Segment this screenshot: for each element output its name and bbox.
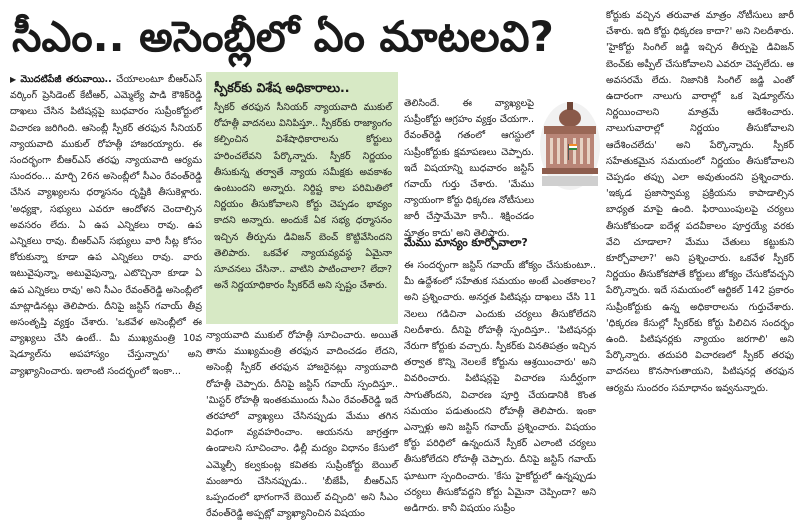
column-3-body: ఈ సందర్భంగా జస్టిస్ గవాయ్ జోక్యం చేసుకుంటూ.. మీ ఉద్దేశంలో సహేతుక సమయం అంటే ఎంతకాలం? అని ప్రశ్నించారు. అనర్హత పిటిషన్లు దాఖలు చేసి 11 నెలలు గడిచినా ఎందుకు చర్యలు తీసుకోలేదని నిలదీశారు. దీనిపై రోహత్గీ స్పందిస్తూ.. 'పిటిషనర్లు నేరుగా కోర్టుకు వచ్చారు. స్పీకర్‌కు వినతిపత్రం ఇచ్చిన తర్వాత కొన్ని నెలలకే కోర్టును ఆశ్రయించారు' అని వివరించారు. పిటిషన్లపై విచారణ సుదీర్ఘంగా సాగుతోందని, విచారణ పూర్తి చేయడానికి కొంత సమయం పడుతుందని రోహత్గీ తెలిపారు. ఇంకా ఎన్నాళ్లు అని జస్టిస్ గవాయ్ ప్రశ్నించారు. విషయం కోర్టు పరిధిలో ఉన్నందునే స్పీకర్ ఎలాంటి చర్యలు తీసుకోలేదని రోహత్గీ చెప్పారు. దీనిపై జస్టిస్ గవాయ్ ఘాటుగా స్పందించారు. 'కేసు హైకోర్టులో ఉన్నప్పుడు చర్యలు తీసుకోవద్దని కోర్టు ఏమైనా చెప్పిందా? అని అడిగారు. కానీ విషయం సుప్రీం bbox=[404, 260, 596, 515]
column-1 bbox=[10, 72, 202, 492]
column-3-top-body: తెలిసిందే. ఈ వ్యాఖ్యలపై సుప్రీంకోర్టు ఆగ్రహం వ్యక్తం చేయగా.. రేవంత్‌రెడ్డి గతంలో ఆగస్టులో సుప్రీంకోర్టుకు క్షమాపణలు చెప్పారు. ఇదే విషయాన్ని బుధవారం జస్టిస్ గవాయ్ గుర్తు చేశారు. 'మేము న్యాయంగా కోర్టు ధిక్కరణ నోటీసులు జారీ చేస్తామేమో కానీ.. శిక్షించడం మాత్రం కాదు' అని తెలిపారు. bbox=[404, 98, 535, 239]
column-4-body: కోర్టుకు వచ్చిన తరువాత మాత్రం నోటీసులు జారీ చేశారు. ఇది కోర్టు ధిక్కరణ కాదా?' అని నిలదీశారు. 'హైకోర్టు సింగిల్ జడ్జి ఇచ్చిన తీర్పుపై డివిజన్ బెంచ్‌కు అప్పీల్ చేసుకోవాలని ఎవరూ చెప్పలేదు. ఆ అవసరమే లేదు. నిజానికి సింగిల్ జడ్జి ఎంతో ఉదారంగా నాలుగు వారాల్లో ఒక షెడ్యూల్‌ను నిర్ణయించాలని మాత్రమే ఆదేశించారు. నాలుగువారాల్లో నిర్ణయం తీసుకోవాలని ఆదేశించలేదు' అని పేర్కొన్నారు. స్పీకర్ సహేతుకమైన సమయంలో నిర్ణయం తీసుకోవాలని చెప్పడం తప్పు ఎలా అవుతుందని ప్రశ్నించారు. 'ఇక్కడ ప్రజాస్వామ్య ప్రక్రియను కాపాడాల్సిన బాధ్యత మాపై ఉంది. ఫిరాయింపులపై చర్యలు తీసుకోకుండా ఐదేళ్ల పదవీకాలం పూర్తయ్యే వరకు వేచి చూడాలా? మేము చేతులు కట్టుకుని కూర్చోవాలా?' అని ప్రశ్నించారు. ఒకవేళ స్పీకర్ నిర్ణయం తీసుకోకపోతే కోర్టులు జోక్యం చేసుకోవచ్చని పేర్కొన్నారు. ఇదే సమయంలో ఆర్టికల్ 142 ప్రకారం సుప్రీంకోర్టుకు ఉన్న అధికారాలను గుర్తుచేశారు. 'ధిక్కరణ కేసుల్లో స్పీకర్‌కు కోర్టు పిలిచిన సందర్భం ఉంది. పిటిషనర్లకు న్యాయం జరగాలి' అని పేర్కొన్నారు. తదుపరి విచారణలో స్పీకర్ తరఫు వాదనలు కొనసాగుతాయని, పిటిషనర్ల తరఫున ఆర్యమ సుందరం సమాధానం ఇవ్వనున్నారు. bbox=[606, 10, 794, 394]
column-4 bbox=[606, 8, 794, 492]
sidebar-body: స్పీకర్ తరఫున సీనియర్ న్యాయవాది ముకుల్ రోహత్గీ వాదనలు వినిపిస్తూ.. స్పీకర్‌కు రాజ్యాంగం కల్పించిన విశేషాధికారాలను కోర్టులు హరించలేవని పేర్కొన్నారు. స్పీకర్ నిర్ణయం తీసుకున్న తర్వాతే న్యాయ సమీక్షకు అవకాశం ఉంటుందని అన్నారు. నిర్దిష్ట కాల పరిమితిలో నిర్ణయం తీసుకోవాలని కోర్టు చెప్పడం భావ్యం కాదని అన్నారు. అందుకే ఏక సభ్య ధర్మాసనం ఇచ్చిన తీర్పును డివిజన్ బెంచ్ కొట్టివేసిందని తెలిపారు. ఒకవేళ న్యాయవ్యవస్థ ఏమైనా సూచనలు చేసినా.. వాటిని పాటించాలా? లేదా? అనే నిర్ణయాధికారం స్పీకర్‌దే అని స్పష్టం చేశారు. bbox=[214, 102, 392, 292]
sidebar-title: స్పీకర్‌కు విశేష అధికారాలు.. bbox=[214, 80, 350, 95]
kicker: మొదటిపేజీ తరువాయి.. bbox=[20, 74, 112, 85]
column-3 bbox=[404, 258, 596, 515]
column-1-body: చేయాలంటూ బీఆర్ఎస్ వర్కింగ్ ప్రెసిడెంట్ కేటీఆర్, ఎమ్మెల్యే పాడి కౌశిక్‌రెడ్డి దాఖలు చేసిన పిటిషన్లపై బుధవారం సుప్రీంకోర్టులో విచారణ జరిగింది. ఆసెంబ్లీ స్పీకర్ తరఫున సీనియర్ న్యాయవాది ముకుల్ రోహత్గీ హాజరయ్యారు. ఈ సందర్భంగా బీఆర్ఎస్ తరఫు న్యాయవాది ఆర్యమ సుందరం... మార్చి 26న అసెంబ్లీలో సీఎం రేవంత్‌రెడ్డి చేసిన వ్యాఖ్యలను ధర్మాసనం దృష్టికి తీసుకెళ్లారు. 'అధ్యక్షా, సభ్యులు ఎవరూ ఆందోళన చెందాల్సిన అవసరం లేదు. ఏ ఉప ఎన్నికలు రావు. ఉప ఎన్నికలు రావు. బీఆర్ఎస్ సభ్యులు వారి సీట్ల కోసం కోరుకున్నా కూడా ఉప ఎన్నికలు రావు. వారు ఇటువైపున్నా, అటువైపున్నా, ఎటొచ్చినా కూడా ఏ ఉప ఎన్నికలు రావు' అని సీఎం రేవంత్‌రెడ్డి అసెంబ్లీలో మాట్లాడినట్లు తెలిపారు. దీనిపై జస్టిస్ గవాయ్ తీవ్ర అసంతృప్తి వ్యక్తం చేశారు. 'ఒకవేళ అసెంబ్లీలో ఈ వ్యాఖ్యలు చేసి ఉంటే.. మీ ముఖ్యమంత్రి 10వ షెడ్యూల్‌ను అపహాస్యం చేస్తున్నారు' అని వ్యాఖ్యానించారు. ఇలాంటి సందర్భంలో ఇంకా... bbox=[10, 74, 202, 377]
column-2-body: న్యాయవాది ముకుల్ రోహత్గీ సూచించారు. అయితే తాను ముఖ్యమంత్రి తరఫున వాదించడం లేదని, అసెంబ్లీ స్పీకర్ తరఫున హాజరైనట్లు న్యాయవాది రోహత్గీ చెప్పారు. దీనిపై జస్టిస్ గవాయ్ స్పందిస్తూ.. 'మిస్టర్ రోహత్గీ ఇంతకుముందు సీఎం రేవంత్‌రెడ్డి ఇదే తరహాలో వ్యాఖ్యలు చేసినప్పుడు మేము తగిన విధంగా వ్యవహరించాం. ఆయనను జాగ్రత్తగా ఉండాలని సూచించాం. ఢిల్లీ మద్యం విధానం కేసులో ఎమ్మెల్సీ కల్వకుంట్ల కవితకు సుప్రీంకోర్టు బెయిల్ మంజూరు చేసినప్పుడు.. 'బీజేపీ, బీఆర్ఎస్ ఒప్పందంలో భాగంగానే బెయిల్ వచ్చింది' అని సీఎం రేవంత్‌రెడ్డి అప్పట్లో వ్యాఖ్యానించిన విషయం bbox=[206, 330, 398, 520]
column-2 bbox=[206, 328, 398, 520]
headline: సీఎం.. అసెంబ్లీలో ఏం మాటలవి? bbox=[12, 12, 554, 61]
subheading: మేము మాన్యం కూర్చోవాలా? bbox=[404, 236, 528, 249]
triangle-bullet-icon: ▶ bbox=[10, 75, 18, 84]
supreme-court-photo bbox=[538, 96, 602, 192]
column-3-top bbox=[404, 96, 535, 239]
sidebar-box bbox=[206, 72, 398, 324]
